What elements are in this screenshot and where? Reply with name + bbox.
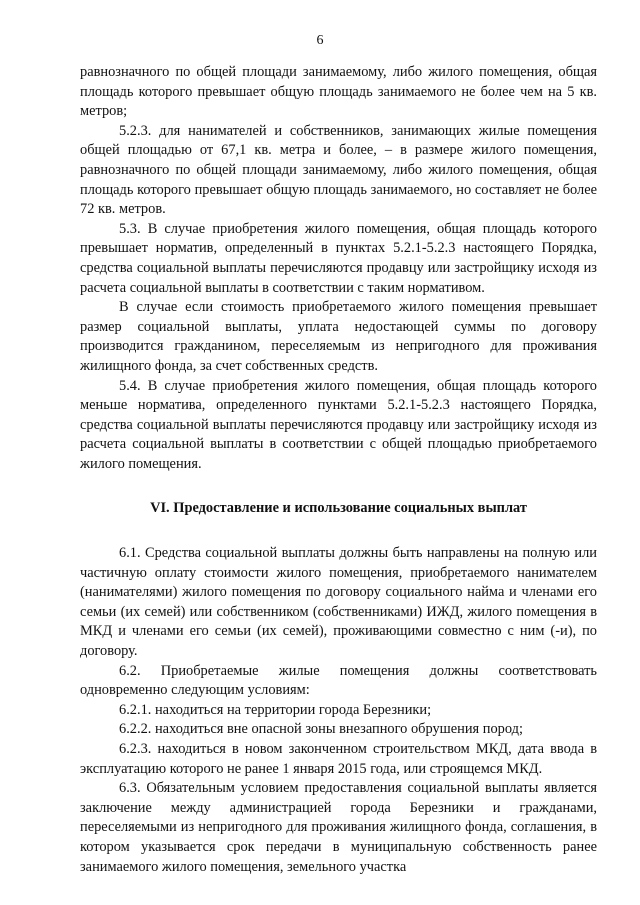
document-body [80, 63, 597, 877]
paragraph-5-3: 5.3. В случае приобретения жилого помещения, общая площадь которого превышает норматив, определенный в пунктах 5.2.1-5.2.3 настоящего Порядка, средства социальной выплаты перечисляются продавцу или застройщику исходя из расчета социальной выплаты в соответствии с таким нормативом. [80, 220, 597, 296]
paragraph-6-2: 6.2. Приобретаемые жилые помещения должны соответствовать одновременно следующим условиям: [80, 662, 597, 699]
paragraph-6-2-3: 6.2.3. находиться в новом законченном строительством МКД, дата ввода в эксплуатацию которого не ранее 1 января 2015 года, или строящемся МКД. [80, 741, 597, 777]
paragraph-continuation: равнозначного по общей площади занимаемому, либо жилого помещения, общая площадь которого превышает общую площадь занимаемого не более чем на 5 кв. метров; [80, 64, 597, 120]
paragraph-5-3-note: В случае если стоимость приобретаемого жилого помещения превышает размер социальной выплаты, уплата недостающей суммы по договору производится гражданином, переселяемым из непригодного для проживания жилищного фонда, за счет собственных средств. [80, 299, 597, 374]
paragraph-6-3: 6.3. Обязательным условием предоставления социальной выплаты является заключение между администрацией города Березники и гражданами, переселяемыми из непригодного для проживания жилищного фонда, соглашения, в котором указывается срок передачи в муниципальную собственность ранее занимаемого жилого помещения, земельного участка [80, 780, 597, 875]
section-heading: VI. Предоставление и использование социальных выплат [150, 500, 527, 517]
paragraph-6-2-1: 6.2.1. находиться на территории города Березники; [119, 701, 432, 718]
paragraph-5-2-3: 5.2.3. для нанимателей и собственников, занимающих жилые помещения общей площадью от 67,1 кв. метра и более, – в размере жилого помещения, равнозначного по общей площади занимаемому, либо жилого помещения, общая площадь которого превышает общую площадь занимаемого, но составляет не более 72 кв. метров. [80, 122, 597, 218]
paragraph-6-1: 6.1. Средства социальной выплаты должны быть направлены на полную или частичную оплату стоимости жилого помещения, приобретаемого нанимателем (нанимателями) жилого помещения по договору социального найма и членами его семьи (их семей) или собственником (собственниками) ИЖД, жилого помещения в МКД и членами его семьи (их семей), проживающими совместно с ним (-и), по договору. [80, 545, 597, 660]
page-number: 6 [316, 33, 324, 48]
paragraph-6-2-2: 6.2.2. находиться вне опасной зоны внезапного обрушения пород; [119, 721, 523, 738]
paragraph-5-4: 5.4. В случае приобретения жилого помещения, общая площадь которого меньше норматива, определенного пунктами 5.2.1-5.2.3 настоящего Порядка, средства социальной выплаты перечисляются продавцу или застройщику исходя из расчета социальной выплаты в соответствии с общей площадью приобретаемого жилого помещения. [80, 377, 597, 472]
